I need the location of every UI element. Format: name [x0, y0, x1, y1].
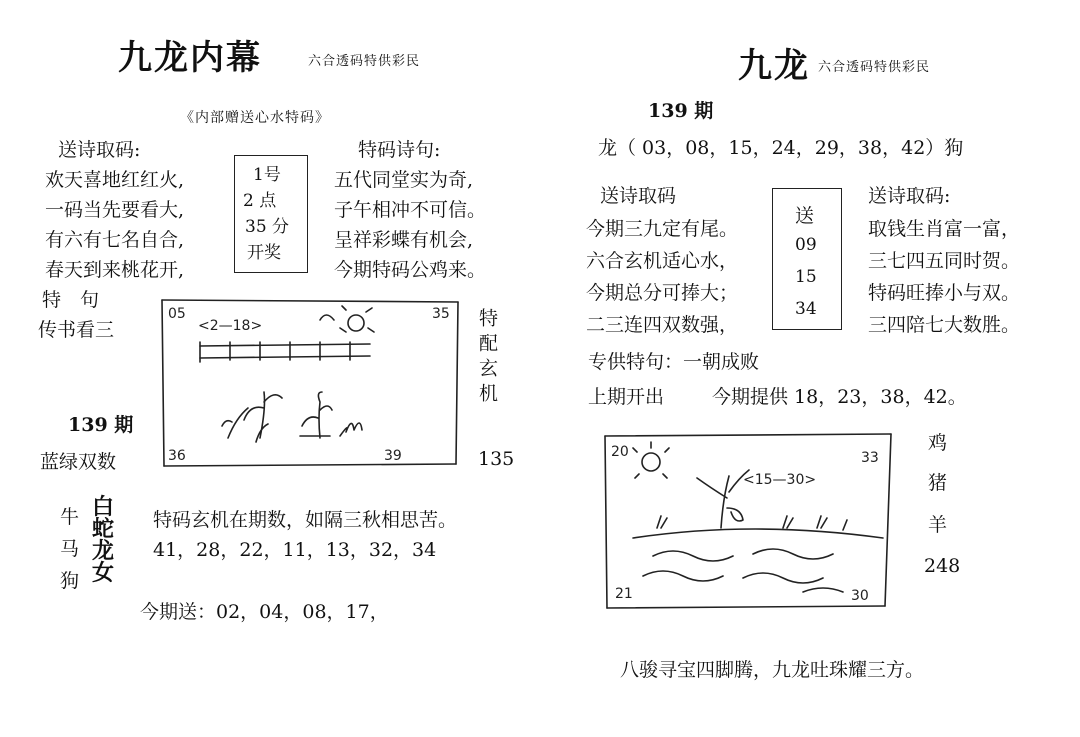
- animal-right: 白: [92, 494, 115, 520]
- right-poem-right-line: 三七四五同时贺。: [868, 250, 1021, 272]
- send-box-label: 送: [795, 205, 815, 227]
- right-sketch-corner-tr: 33: [861, 450, 879, 466]
- draw-time-label: 开奖: [247, 243, 281, 263]
- right-sketch-corner-bl: 21: [615, 586, 633, 602]
- send-box-number: 34: [795, 299, 817, 319]
- left-side-number: 135: [478, 448, 515, 470]
- draw-time-minute: 35 分: [245, 217, 290, 237]
- right-title: 九龙: [738, 46, 810, 86]
- right-poem-left-line: 今期总分可捧大；: [586, 282, 739, 304]
- animal-right: 蛇: [92, 516, 115, 542]
- special-phrase: 传书看三: [38, 319, 115, 341]
- right-animal: 鸡: [928, 432, 948, 454]
- right-poem-left-line: 今期三九定有尾。: [586, 218, 739, 240]
- left-sketch-range: <2—18>: [198, 318, 263, 334]
- right-issue: 139 期: [648, 100, 714, 122]
- left-poem-right-line: 子午相冲不可信。: [334, 199, 487, 221]
- left-sketch: [160, 298, 460, 468]
- dragon-line: 龙（ 03，08，15，24，29，38，42）狗: [598, 137, 964, 159]
- animal-right: 龙: [92, 538, 115, 564]
- left-sketch-corner-br: 39: [384, 448, 402, 464]
- sun-icon: [348, 315, 364, 331]
- left-sketch-corner-tr: 35: [432, 306, 450, 322]
- left-poem-right-heading: 特码诗句:: [358, 139, 441, 161]
- right-poem-right-line: 取钱生肖富一富，: [868, 218, 1021, 240]
- mystic-line: 特码玄机在期数，如隔三秋相思苦。: [153, 509, 458, 531]
- right-poem-left-heading: 送诗取码: [600, 185, 677, 207]
- animal-left: 牛: [60, 506, 80, 528]
- numbers-line: 41，28，22，11，13，32，34: [153, 539, 437, 561]
- right-sketch-range: <15—30>: [743, 472, 817, 488]
- draw-time-day: 1号: [253, 165, 281, 185]
- color-hint: 蓝绿双数: [40, 451, 117, 473]
- animal-left: 马: [60, 538, 80, 560]
- left-sketch-corner-bl: 36: [168, 448, 186, 464]
- send-box-number: 15: [795, 267, 817, 287]
- last-period-label: 上期开出: [588, 386, 665, 408]
- left-subtitle: 六合透码特供彩民: [308, 54, 421, 69]
- today-send: 今期送：02，04，08，17，: [140, 601, 389, 623]
- left-poem-right-line: 今期特码公鸡来。: [334, 259, 487, 281]
- right-poem-right-line: 特码旺捧小与双。: [868, 282, 1021, 304]
- left-title: 九龙内幕: [118, 38, 262, 78]
- left-poem-left-line: 春天到来桃花开,: [45, 259, 185, 281]
- right-footer: 八骏寻宝四脚腾，九龙吐珠耀三方。: [620, 659, 925, 681]
- sun-icon: [642, 453, 660, 471]
- right-subtitle: 六合透码特供彩民: [818, 60, 931, 75]
- animal-right: 女: [92, 560, 115, 586]
- send-box: [772, 188, 842, 330]
- send-box-number: 09: [795, 235, 817, 255]
- draw-time-box: [234, 155, 308, 273]
- draw-time-hour: 2 点: [243, 191, 277, 211]
- animal-left: 狗: [60, 570, 80, 592]
- special-label: 特 句: [42, 289, 100, 311]
- left-banner: 《内部赠送心水特码》: [180, 110, 330, 126]
- side-vertical-label: 特配玄机: [476, 308, 498, 408]
- right-side-number: 248: [924, 555, 961, 577]
- right-animal: 羊: [928, 514, 948, 536]
- right-animal: 猪: [928, 472, 948, 494]
- right-sketch-corner-tl: 20: [611, 444, 629, 460]
- right-sketch-corner-br: 30: [851, 588, 869, 604]
- right-poem-left-line: 二三连四双数强，: [586, 314, 739, 336]
- left-sketch-corner-tl: 05: [168, 306, 186, 322]
- left-issue: 139 期: [68, 414, 134, 436]
- right-poem-left-line: 六合玄机适心水，: [586, 250, 739, 272]
- left-poem-left-line: 一码当先要看大,: [45, 199, 185, 221]
- right-sketch: [603, 432, 893, 610]
- left-poem-left-line: 欢天喜地红红火,: [45, 169, 185, 191]
- right-poem-right-heading: 送诗取码:: [868, 185, 951, 207]
- right-special-phrase: 专供特句：一朝成败: [588, 351, 760, 373]
- left-poem-right-line: 呈祥彩蝶有机会,: [334, 229, 474, 251]
- left-poem-right-line: 五代同堂实为奇,: [334, 169, 474, 191]
- left-poem-left-heading: 送诗取码:: [58, 139, 141, 161]
- provide-line: 今期提供 18，23，38，42。: [712, 386, 967, 408]
- left-poem-left-line: 有六有七名自合,: [45, 229, 185, 251]
- right-poem-right-line: 三四陪七大数胜。: [868, 314, 1021, 336]
